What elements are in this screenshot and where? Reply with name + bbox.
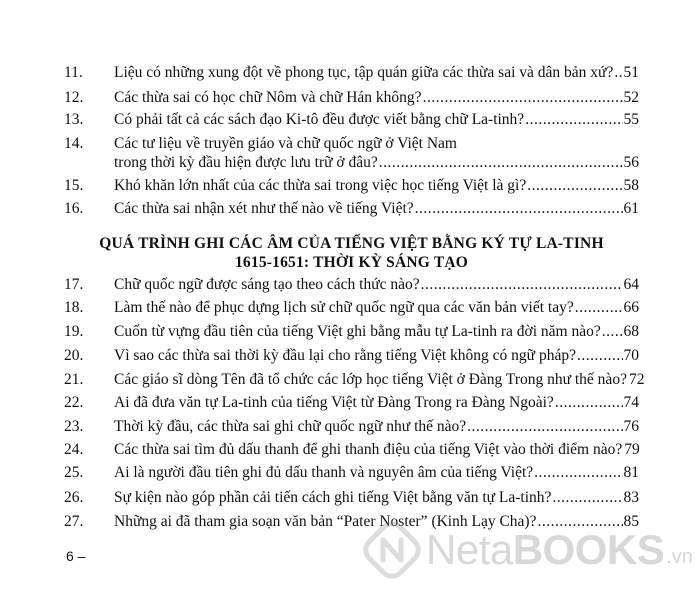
toc-entry-title: Ai là người đầu tiên ghi đủ dấu thanh và nguyên âm của tiếng Việt? <box>114 464 534 481</box>
dot-leader <box>614 63 622 82</box>
toc-entry-number: 11. <box>64 64 83 81</box>
toc-entry-title: Chữ quốc ngữ được sáng tạo theo cách thức nào? <box>114 276 420 293</box>
toc-entry-page: 61 <box>623 200 639 217</box>
watermark-suffix: .vn <box>666 545 693 568</box>
dot-leader <box>467 417 622 436</box>
dot-leader <box>421 275 623 294</box>
dot-leader <box>555 393 623 412</box>
section-title: 1615-1651: THỜI KỲ SÁNG TẠO <box>234 254 469 271</box>
toc-entry-page: 51 <box>623 64 639 81</box>
toc-entry-page: 68 <box>623 323 639 340</box>
toc-entry-title: Các thừa sai nhận xét như thế nào về tiếng Việt? <box>114 200 414 217</box>
toc-entry-title: Khó khăn lớn nhất của các thừa sai trong việc học tiếng Việt là gì? <box>114 177 527 194</box>
toc-entry-page: 79 <box>624 441 640 458</box>
toc-entry-number: 24. <box>64 441 84 458</box>
toc-entry-title: Cuốn từ vựng đầu tiên của tiếng Việt ghi bằng mẫu tự La-tinh ra đời năm nào? <box>114 323 601 340</box>
toc-entry-page: 70 <box>623 347 639 364</box>
toc-entry-page: 74 <box>623 394 639 411</box>
dot-leader <box>527 176 622 195</box>
toc-entry-title: Làm thế nào để phục dựng lịch sử chữ quốc ngữ qua các văn bản viết tay? <box>114 299 574 316</box>
toc-entry-title: Các giáo sĩ dòng Tên đã tổ chức các lớp học tiếng Việt ở Đàng Trong như thế nào? <box>114 371 627 388</box>
toc-entry-page: 55 <box>623 111 639 128</box>
dot-leader <box>415 199 623 218</box>
toc-entry-title: Những ai đã tham gia soạn văn bản “Pater Noster” (Kinh Lạy Cha)? <box>114 513 537 530</box>
toc-entry-number: 20. <box>64 347 84 364</box>
toc-entry-number: 27. <box>64 513 84 530</box>
toc-entry-page: 72 <box>628 371 645 388</box>
toc-entry-number: 26. <box>64 489 84 506</box>
toc-entry-number: 25. <box>64 464 84 481</box>
watermark-brand-bold: BOOKS <box>512 526 665 573</box>
toc-entry-page: 83 <box>623 489 639 506</box>
toc-entry-number: 12. <box>64 89 84 106</box>
toc-entry-title: Các thừa sai tìm đủ dấu thanh để ghi thanh điệu của tiếng Việt vào thời điểm nào? <box>114 441 623 458</box>
n-logo-icon <box>360 518 424 582</box>
dot-leader <box>379 153 623 172</box>
toc-entry-page: 85 <box>623 513 639 530</box>
toc-entry-title: Sự kiện nào góp phần cải tiến cách ghi tiếng Việt bằng văn tự La-tinh? <box>114 489 552 506</box>
toc-entry-number: 23. <box>64 418 84 435</box>
toc-entry-number: 14. <box>64 135 84 152</box>
toc-entry-page: 76 <box>623 418 639 435</box>
page-number: 6 – <box>66 548 86 564</box>
toc-entry-title: Ai đã đưa văn tự La-tinh của tiếng Việt từ Đàng Trong ra Đàng Ngoài? <box>114 394 554 411</box>
dot-leader <box>575 298 623 317</box>
toc-entry-number: 19. <box>64 323 84 340</box>
toc-entry-number: 22. <box>64 394 84 411</box>
dot-leader <box>602 322 623 341</box>
dot-leader <box>525 110 622 129</box>
toc-entry-title: Các tư liệu về truyền giáo và chữ quốc ngữ ở Việt Nam <box>114 135 457 152</box>
toc-entry-page: 81 <box>623 464 639 481</box>
toc-entry-page: 64 <box>623 276 639 293</box>
toc-entry-page: 52 <box>623 89 639 106</box>
toc-entry-number: 13. <box>64 111 84 128</box>
toc-entry-number: 21. <box>64 371 84 388</box>
toc-entry-title: Thời kỳ đầu, các thừa sai ghi chữ quốc ngữ như thế nào? <box>114 418 467 435</box>
toc-entry-page: 56 <box>623 154 639 171</box>
dot-leader <box>534 463 622 482</box>
toc-entry-number: 16. <box>64 200 84 217</box>
toc-entry-title: Vì sao các thừa sai thời kỳ đầu lại cho rằng tiếng Việt không có ngữ pháp? <box>114 347 576 364</box>
netabooks-watermark <box>360 515 700 585</box>
toc-entry-number: 18. <box>64 299 84 316</box>
toc-entry-number: 17. <box>64 276 84 293</box>
toc-entry-title: Liệu có những xung đột về phong tục, tập quán giữa các thừa sai và dân bản xứ? <box>114 64 614 81</box>
dot-leader <box>552 488 622 507</box>
toc-entry-number: 15. <box>64 177 84 194</box>
toc-entry-title: Các thừa sai có học chữ Nôm và chữ Hán không? <box>114 89 422 106</box>
toc-entry-page: 58 <box>623 177 639 194</box>
watermark-brand-thin: Neta <box>426 526 513 573</box>
watermark-brand <box>426 526 664 574</box>
dot-leader <box>423 88 623 107</box>
section-title: QUÁ TRÌNH GHI CÁC ÂM CỦA TIẾNG VIỆT BẰNG KÝ TỰ LA-TINH <box>99 235 604 252</box>
toc-entry-title: trong thời kỳ đầu hiện được lưu trữ ở đâu? <box>114 154 378 171</box>
dot-leader <box>577 346 623 365</box>
toc-entry-title: Có phải tất cả các sách đạo Ki-tô đều được viết bằng chữ La-tinh? <box>114 111 525 128</box>
toc-entry-page: 66 <box>623 299 639 316</box>
